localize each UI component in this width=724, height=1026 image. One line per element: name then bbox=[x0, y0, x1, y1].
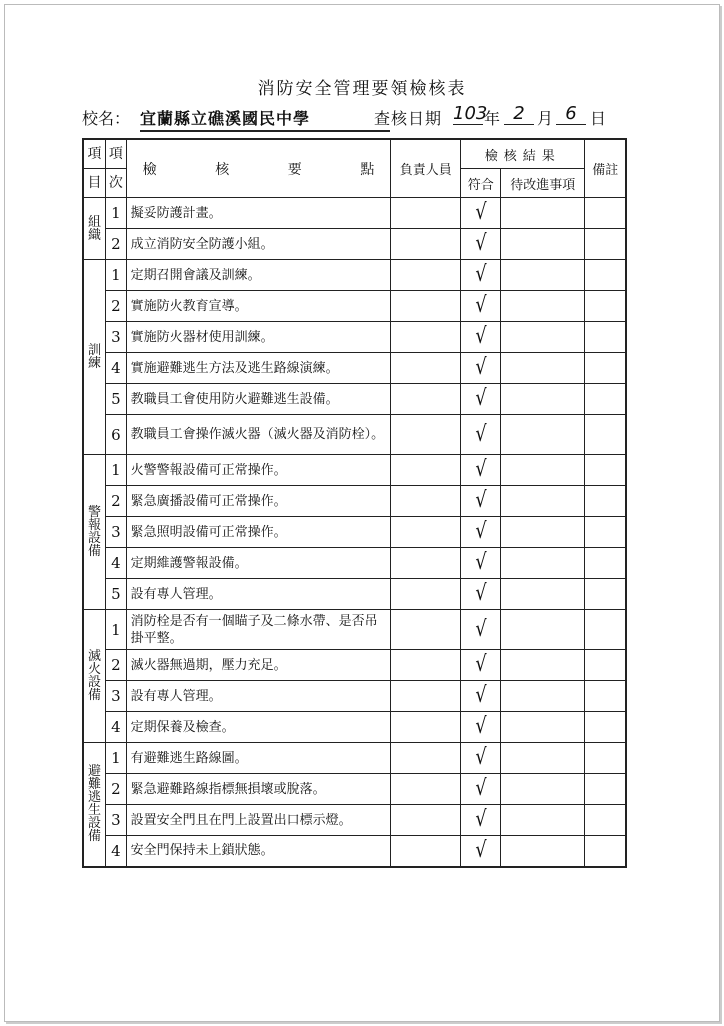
item-number: 6 bbox=[106, 415, 127, 455]
responsible-cell bbox=[391, 650, 461, 681]
pass-cell bbox=[461, 805, 501, 836]
note-cell bbox=[585, 229, 626, 260]
item-number: 3 bbox=[106, 517, 127, 548]
table-row bbox=[83, 384, 626, 415]
school-name: 宜蘭縣立礁溪國民中學 bbox=[140, 106, 390, 132]
note-cell bbox=[585, 353, 626, 384]
note-cell bbox=[585, 291, 626, 322]
header-item-char: 檢 bbox=[142, 161, 157, 178]
note-cell bbox=[585, 198, 626, 229]
improve-cell bbox=[501, 579, 585, 610]
group-label-char: 報 bbox=[88, 518, 102, 533]
group-cell bbox=[83, 260, 106, 455]
group-label-char: 火 bbox=[88, 662, 102, 677]
responsible-cell bbox=[391, 353, 461, 384]
responsible-cell bbox=[391, 548, 461, 579]
responsible-cell bbox=[391, 486, 461, 517]
check-mark-icon: √ bbox=[475, 386, 487, 411]
improve-cell bbox=[501, 712, 585, 743]
check-mark-icon: √ bbox=[475, 519, 487, 544]
date-day: 6 bbox=[556, 103, 586, 125]
table-row bbox=[83, 836, 626, 867]
check-mark-icon: √ bbox=[475, 200, 487, 225]
group-label-char: 織 bbox=[88, 227, 102, 243]
group-label-char: 避 bbox=[88, 764, 102, 780]
pass-cell bbox=[461, 650, 501, 681]
header-group-bottom: 目 bbox=[83, 169, 106, 198]
improve-cell bbox=[501, 743, 585, 774]
group-label-char: 設 bbox=[88, 816, 102, 832]
form-header-line bbox=[82, 103, 612, 130]
improve-cell bbox=[501, 353, 585, 384]
item-number: 3 bbox=[106, 322, 127, 353]
table-row bbox=[83, 610, 626, 650]
pass-cell bbox=[461, 743, 501, 774]
item-text: 緊急照明設備可正常操作。 bbox=[126, 517, 391, 548]
table-row bbox=[83, 229, 626, 260]
table-row bbox=[83, 486, 626, 517]
group-label bbox=[88, 344, 101, 370]
check-mark-icon: √ bbox=[475, 714, 487, 739]
item-text: 火警警報設備可正常操作。 bbox=[126, 455, 391, 486]
date-day-unit: 日 bbox=[590, 109, 607, 128]
check-mark-icon: √ bbox=[475, 776, 487, 801]
header-group-top: 項 bbox=[83, 139, 106, 169]
item-text: 擬妥防護計畫。 bbox=[126, 198, 391, 229]
item-number: 2 bbox=[106, 486, 127, 517]
header-item-label bbox=[131, 159, 387, 179]
pass-cell bbox=[461, 579, 501, 610]
table-row bbox=[83, 774, 626, 805]
responsible-cell bbox=[391, 517, 461, 548]
group-label-char: 備 bbox=[88, 544, 102, 559]
header-improve: 待改進事項 bbox=[501, 169, 585, 198]
header-item-char: 核 bbox=[215, 161, 230, 178]
pass-cell bbox=[461, 517, 501, 548]
header-item-cell bbox=[126, 139, 391, 198]
group-cell bbox=[83, 198, 106, 260]
item-text: 設有專人管理。 bbox=[126, 681, 391, 712]
table-row bbox=[83, 681, 626, 712]
group-label-char: 生 bbox=[88, 803, 102, 819]
item-text: 設有專人管理。 bbox=[126, 579, 391, 610]
table-row bbox=[83, 415, 626, 455]
group-label-char: 組 bbox=[88, 214, 102, 230]
note-cell bbox=[585, 579, 626, 610]
group-label-char: 滅 bbox=[88, 649, 102, 664]
pass-cell bbox=[461, 774, 501, 805]
item-text: 實施防火教育宣導。 bbox=[126, 291, 391, 322]
improve-cell bbox=[501, 517, 585, 548]
check-mark-icon: √ bbox=[475, 652, 487, 677]
item-number: 3 bbox=[106, 805, 127, 836]
date-month: 2 bbox=[504, 103, 534, 125]
table-row bbox=[83, 353, 626, 384]
note-cell bbox=[585, 415, 626, 455]
note-cell bbox=[585, 610, 626, 650]
table-row bbox=[83, 291, 626, 322]
item-text: 教職員工會使用防火避難逃生設備。 bbox=[126, 384, 391, 415]
item-text: 定期召開會議及訓練。 bbox=[126, 260, 391, 291]
table-row bbox=[83, 650, 626, 681]
improve-cell bbox=[501, 229, 585, 260]
note-cell bbox=[585, 517, 626, 548]
note-cell bbox=[585, 486, 626, 517]
improve-cell bbox=[501, 610, 585, 650]
item-text: 定期維護警報設備。 bbox=[126, 548, 391, 579]
item-number: 2 bbox=[106, 229, 127, 260]
improve-cell bbox=[501, 836, 585, 867]
table-row bbox=[83, 805, 626, 836]
group-label-char: 設 bbox=[88, 531, 102, 546]
item-number: 1 bbox=[106, 743, 127, 774]
item-number: 4 bbox=[106, 353, 127, 384]
check-mark-icon: √ bbox=[475, 745, 487, 770]
note-cell bbox=[585, 774, 626, 805]
responsible-cell bbox=[391, 198, 461, 229]
pass-cell bbox=[461, 610, 501, 650]
check-mark-icon: √ bbox=[475, 421, 487, 447]
group-label bbox=[88, 506, 101, 558]
pass-cell bbox=[461, 198, 501, 229]
item-text: 教職員工會操作滅火器（滅火器及消防栓）。 bbox=[126, 415, 391, 455]
item-text: 消防栓是否有一個瞄子及二條水帶、是否吊掛平整。 bbox=[126, 610, 391, 650]
improve-cell bbox=[501, 486, 585, 517]
table-row bbox=[83, 712, 626, 743]
school-label: 校名： bbox=[82, 109, 131, 128]
item-number: 5 bbox=[106, 384, 127, 415]
responsible-cell bbox=[391, 229, 461, 260]
table-row bbox=[83, 260, 626, 291]
check-mark-icon: √ bbox=[475, 231, 487, 256]
item-number: 4 bbox=[106, 712, 127, 743]
responsible-cell bbox=[391, 322, 461, 353]
check-mark-icon: √ bbox=[475, 616, 487, 642]
group-label-char: 訓 bbox=[88, 343, 102, 358]
table-row bbox=[83, 198, 626, 229]
responsible-cell bbox=[391, 579, 461, 610]
group-label-char: 備 bbox=[88, 829, 102, 845]
item-number: 1 bbox=[106, 455, 127, 486]
group-label bbox=[88, 650, 101, 702]
responsible-cell bbox=[391, 805, 461, 836]
pass-cell bbox=[461, 291, 501, 322]
check-mark-icon: √ bbox=[475, 550, 487, 575]
item-text: 設置安全門且在門上設置出口標示燈。 bbox=[126, 805, 391, 836]
group-label bbox=[88, 765, 101, 843]
item-text: 有避難逃生路線圖。 bbox=[126, 743, 391, 774]
pass-cell bbox=[461, 384, 501, 415]
group-cell bbox=[83, 610, 106, 743]
item-number: 3 bbox=[106, 681, 127, 712]
item-number: 5 bbox=[106, 579, 127, 610]
item-text: 滅火器無過期，壓力充足。 bbox=[126, 650, 391, 681]
item-number: 2 bbox=[106, 774, 127, 805]
pass-cell bbox=[461, 486, 501, 517]
header-item-char: 點 bbox=[360, 161, 375, 178]
pass-cell bbox=[461, 548, 501, 579]
improve-cell bbox=[501, 805, 585, 836]
responsible-cell bbox=[391, 384, 461, 415]
responsible-cell bbox=[391, 291, 461, 322]
item-text: 安全門保持未上鎖狀態。 bbox=[126, 836, 391, 867]
improve-cell bbox=[501, 384, 585, 415]
responsible-cell bbox=[391, 610, 461, 650]
check-mark-icon: √ bbox=[475, 807, 487, 832]
item-number: 4 bbox=[106, 548, 127, 579]
pass-cell bbox=[461, 322, 501, 353]
table-row bbox=[83, 322, 626, 353]
note-cell bbox=[585, 805, 626, 836]
group-label-char: 備 bbox=[88, 688, 102, 703]
table-row bbox=[83, 517, 626, 548]
pass-cell bbox=[461, 836, 501, 867]
group-label-char: 練 bbox=[88, 356, 102, 371]
header-note: 備註 bbox=[585, 139, 626, 198]
group-cell bbox=[83, 455, 106, 610]
note-cell bbox=[585, 743, 626, 774]
group-label-char: 難 bbox=[88, 777, 102, 793]
note-cell bbox=[585, 384, 626, 415]
table-row bbox=[83, 579, 626, 610]
table-row bbox=[83, 743, 626, 774]
item-number: 1 bbox=[106, 198, 127, 229]
note-cell bbox=[585, 650, 626, 681]
pass-cell bbox=[461, 455, 501, 486]
pass-cell bbox=[461, 712, 501, 743]
responsible-cell bbox=[391, 743, 461, 774]
group-label-char: 設 bbox=[88, 675, 102, 690]
responsible-cell bbox=[391, 260, 461, 291]
table-header-row bbox=[83, 139, 626, 169]
pass-cell bbox=[461, 353, 501, 384]
improve-cell bbox=[501, 198, 585, 229]
group-label-char: 警 bbox=[88, 505, 102, 520]
check-mark-icon: √ bbox=[475, 488, 487, 513]
pass-cell bbox=[461, 681, 501, 712]
improve-cell bbox=[501, 774, 585, 805]
note-cell bbox=[585, 836, 626, 867]
header-result: 檢核結果 bbox=[461, 139, 585, 169]
item-text: 緊急避難路線指標無損壞或脫落。 bbox=[126, 774, 391, 805]
improve-cell bbox=[501, 415, 585, 455]
note-cell bbox=[585, 548, 626, 579]
item-number: 2 bbox=[106, 291, 127, 322]
table-row bbox=[83, 548, 626, 579]
improve-cell bbox=[501, 548, 585, 579]
check-mark-icon: √ bbox=[475, 457, 487, 482]
item-number: 4 bbox=[106, 836, 127, 867]
date-year: 103 bbox=[453, 103, 488, 124]
improve-cell bbox=[501, 455, 585, 486]
responsible-cell bbox=[391, 415, 461, 455]
improve-cell bbox=[501, 681, 585, 712]
item-text: 實施避難逃生方法及逃生路線演練。 bbox=[126, 353, 391, 384]
check-mark-icon: √ bbox=[475, 355, 487, 380]
group-cell bbox=[83, 743, 106, 867]
responsible-cell bbox=[391, 836, 461, 867]
check-mark-icon: √ bbox=[475, 581, 487, 606]
table-body bbox=[83, 198, 626, 867]
responsible-cell bbox=[391, 455, 461, 486]
responsible-cell bbox=[391, 712, 461, 743]
header-num-bottom: 次 bbox=[106, 169, 127, 198]
item-number: 2 bbox=[106, 650, 127, 681]
improve-cell bbox=[501, 322, 585, 353]
check-mark-icon: √ bbox=[475, 683, 487, 708]
header-item-char: 要 bbox=[287, 161, 302, 178]
pass-cell bbox=[461, 260, 501, 291]
check-mark-icon: √ bbox=[475, 324, 487, 349]
responsible-cell bbox=[391, 774, 461, 805]
note-cell bbox=[585, 260, 626, 291]
form-title: 消防安全管理要領檢核表 bbox=[257, 79, 467, 99]
note-cell bbox=[585, 712, 626, 743]
date-label: 查核日期 bbox=[374, 109, 443, 128]
date-year-unit: 年 bbox=[484, 109, 501, 128]
note-cell bbox=[585, 681, 626, 712]
pass-cell bbox=[461, 229, 501, 260]
item-text: 成立消防安全防護小組。 bbox=[126, 229, 391, 260]
header-num-top: 項 bbox=[106, 139, 127, 169]
item-text: 實施防火器材使用訓練。 bbox=[126, 322, 391, 353]
group-label bbox=[88, 216, 101, 242]
item-text: 定期保養及檢查。 bbox=[126, 712, 391, 743]
check-mark-icon: √ bbox=[475, 837, 487, 863]
check-mark-icon: √ bbox=[475, 293, 487, 318]
date-month-unit: 月 bbox=[537, 109, 554, 128]
table-row bbox=[83, 455, 626, 486]
improve-cell bbox=[501, 650, 585, 681]
item-number: 1 bbox=[106, 260, 127, 291]
item-text: 緊急廣播設備可正常操作。 bbox=[126, 486, 391, 517]
note-cell bbox=[585, 322, 626, 353]
group-label-char: 逃 bbox=[88, 790, 102, 806]
checklist-table bbox=[82, 138, 627, 868]
header-responsible: 負責人員 bbox=[391, 139, 461, 198]
improve-cell bbox=[501, 291, 585, 322]
note-cell bbox=[585, 455, 626, 486]
item-number: 1 bbox=[106, 610, 127, 650]
pass-cell bbox=[461, 415, 501, 455]
improve-cell bbox=[501, 260, 585, 291]
responsible-cell bbox=[391, 681, 461, 712]
check-mark-icon: √ bbox=[475, 262, 487, 287]
header-pass: 符合 bbox=[461, 169, 501, 198]
